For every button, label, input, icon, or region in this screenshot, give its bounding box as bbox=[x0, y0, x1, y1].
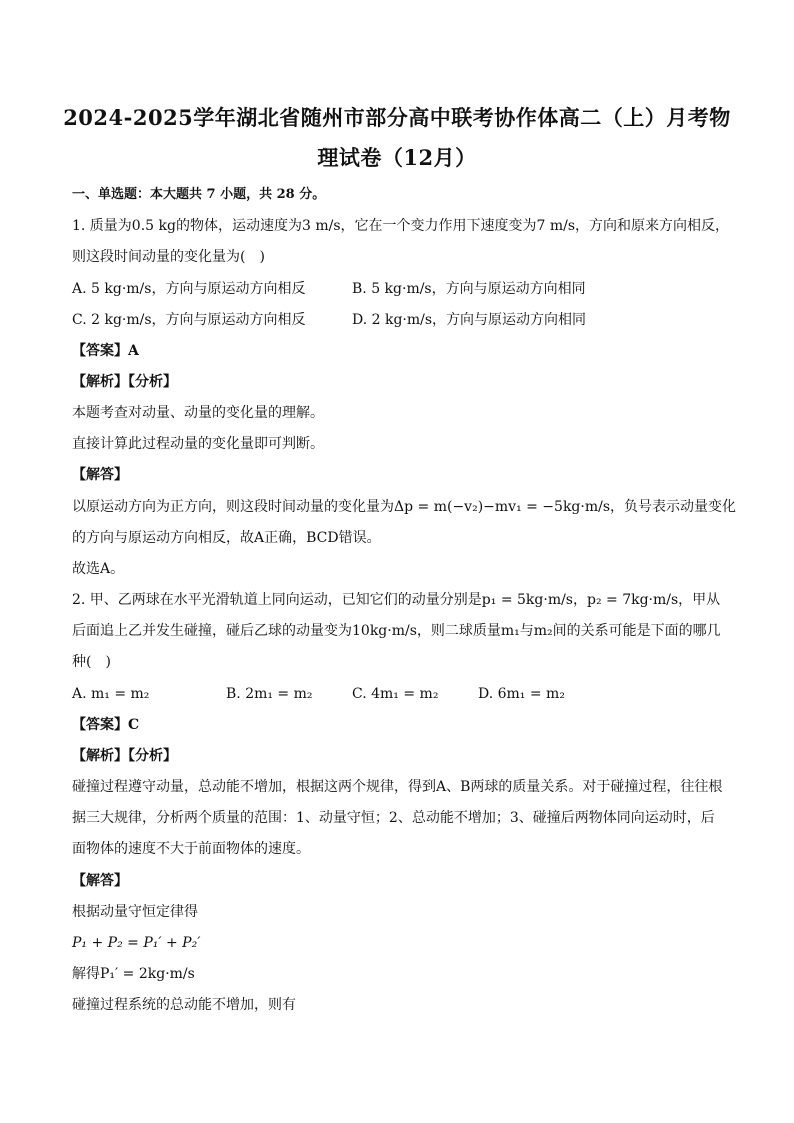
q2-stem-line-1: 2. 甲、乙两球在水平光滑轨道上同向运动，已知它们的动量分别是p₁ = 5kg·m/s，p₂ = 7kg·m/s，甲从 bbox=[72, 592, 721, 608]
q1-solution-line-1: 以原运动方向为正方向，则这段时间动量的变化量为Δp = m(−v₂)−mv₁ = −5kg·m/s，负号表示动量变化 bbox=[72, 499, 737, 515]
q2-stem-line-2: 后面追上乙并发生碰撞，碰后乙球的动量变为10kg·m/s，则二球质量m₁与m₂间的关系可能是下面的哪几 bbox=[72, 623, 721, 639]
q2-solution-line-3: 解得P₁′ = 2kg·m/s bbox=[72, 966, 195, 982]
q2-solution-equation: P₁ + P₂ = P₁′ + P₂′ bbox=[72, 935, 201, 951]
q1-option-d: D. 2 kg·m/s，方向与原运动方向相同 bbox=[352, 312, 587, 328]
q2-analysis-line-1: 碰撞过程遵守动量，总动能不增加，根据这两个规律，得到A、B两球的质量关系。对于碰撞过程，往往根 bbox=[72, 779, 723, 795]
q1-analysis-line-2: 直接计算此过程动量的变化量即可判断。 bbox=[72, 436, 324, 452]
section-heading: 一、单选题：本大题共 7 小题，共 28 分。 bbox=[72, 187, 326, 202]
q2-option-a: A. m₁ = m₂ bbox=[72, 686, 150, 702]
q1-option-a: A. 5 kg·m/s，方向与原运动方向相反 bbox=[72, 281, 306, 297]
q2-option-b: B. 2m₁ = m₂ bbox=[226, 686, 313, 702]
q2-analysis-heading: 【解析】【分析】 bbox=[72, 748, 177, 764]
q1-answer: 【答案】A bbox=[72, 343, 139, 359]
q2-solution-line-1: 根据动量守恒定律得 bbox=[72, 904, 198, 920]
document-title-line-2: 理试卷（12月） bbox=[317, 145, 477, 170]
q2-analysis-line-3: 面物体的速度不大于前面物体的速度。 bbox=[72, 841, 310, 857]
q1-solution-line-3: 故选A。 bbox=[72, 561, 125, 577]
q1-solution-heading: 【解答】 bbox=[72, 467, 128, 483]
q1-analysis-line-1: 本题考查对动量、动量的变化量的理解。 bbox=[72, 405, 324, 421]
q2-option-c: C. 4m₁ = m₂ bbox=[352, 686, 439, 702]
q2-stem-line-3: 种( ) bbox=[72, 654, 111, 670]
q1-stem-line-1: 1. 质量为0.5 kg的物体，运动速度为3 m/s，它在一个变力作用下速度变为7 m/s，方向和原来方向相反， bbox=[72, 218, 730, 234]
q2-solution-line-4: 碰撞过程系统的总动能不增加，则有 bbox=[72, 997, 296, 1013]
document-title-line-1: 2024-2025学年湖北省随州市部分高中联考协作体高二（上）月考物 bbox=[63, 105, 731, 130]
q1-option-c: C. 2 kg·m/s，方向与原运动方向相反 bbox=[72, 312, 306, 328]
q2-option-d: D. 6m₁ = m₂ bbox=[478, 686, 565, 702]
q1-analysis-heading: 【解析】【分析】 bbox=[72, 374, 177, 390]
q2-answer: 【答案】C bbox=[72, 717, 140, 733]
q2-analysis-line-2: 据三大规律，分析两个质量的范围：1、动量守恒；2、总动能不增加；3、碰撞后两物体同向运动时，后 bbox=[72, 810, 715, 826]
q1-option-b: B. 5 kg·m/s，方向与原运动方向相同 bbox=[352, 281, 586, 297]
q1-solution-line-2: 的方向与原运动方向相反，故A正确，BCD错误。 bbox=[72, 530, 381, 546]
q1-stem-line-2: 则这段时间动量的变化量为( ) bbox=[72, 249, 265, 265]
q2-solution-heading: 【解答】 bbox=[72, 873, 128, 889]
